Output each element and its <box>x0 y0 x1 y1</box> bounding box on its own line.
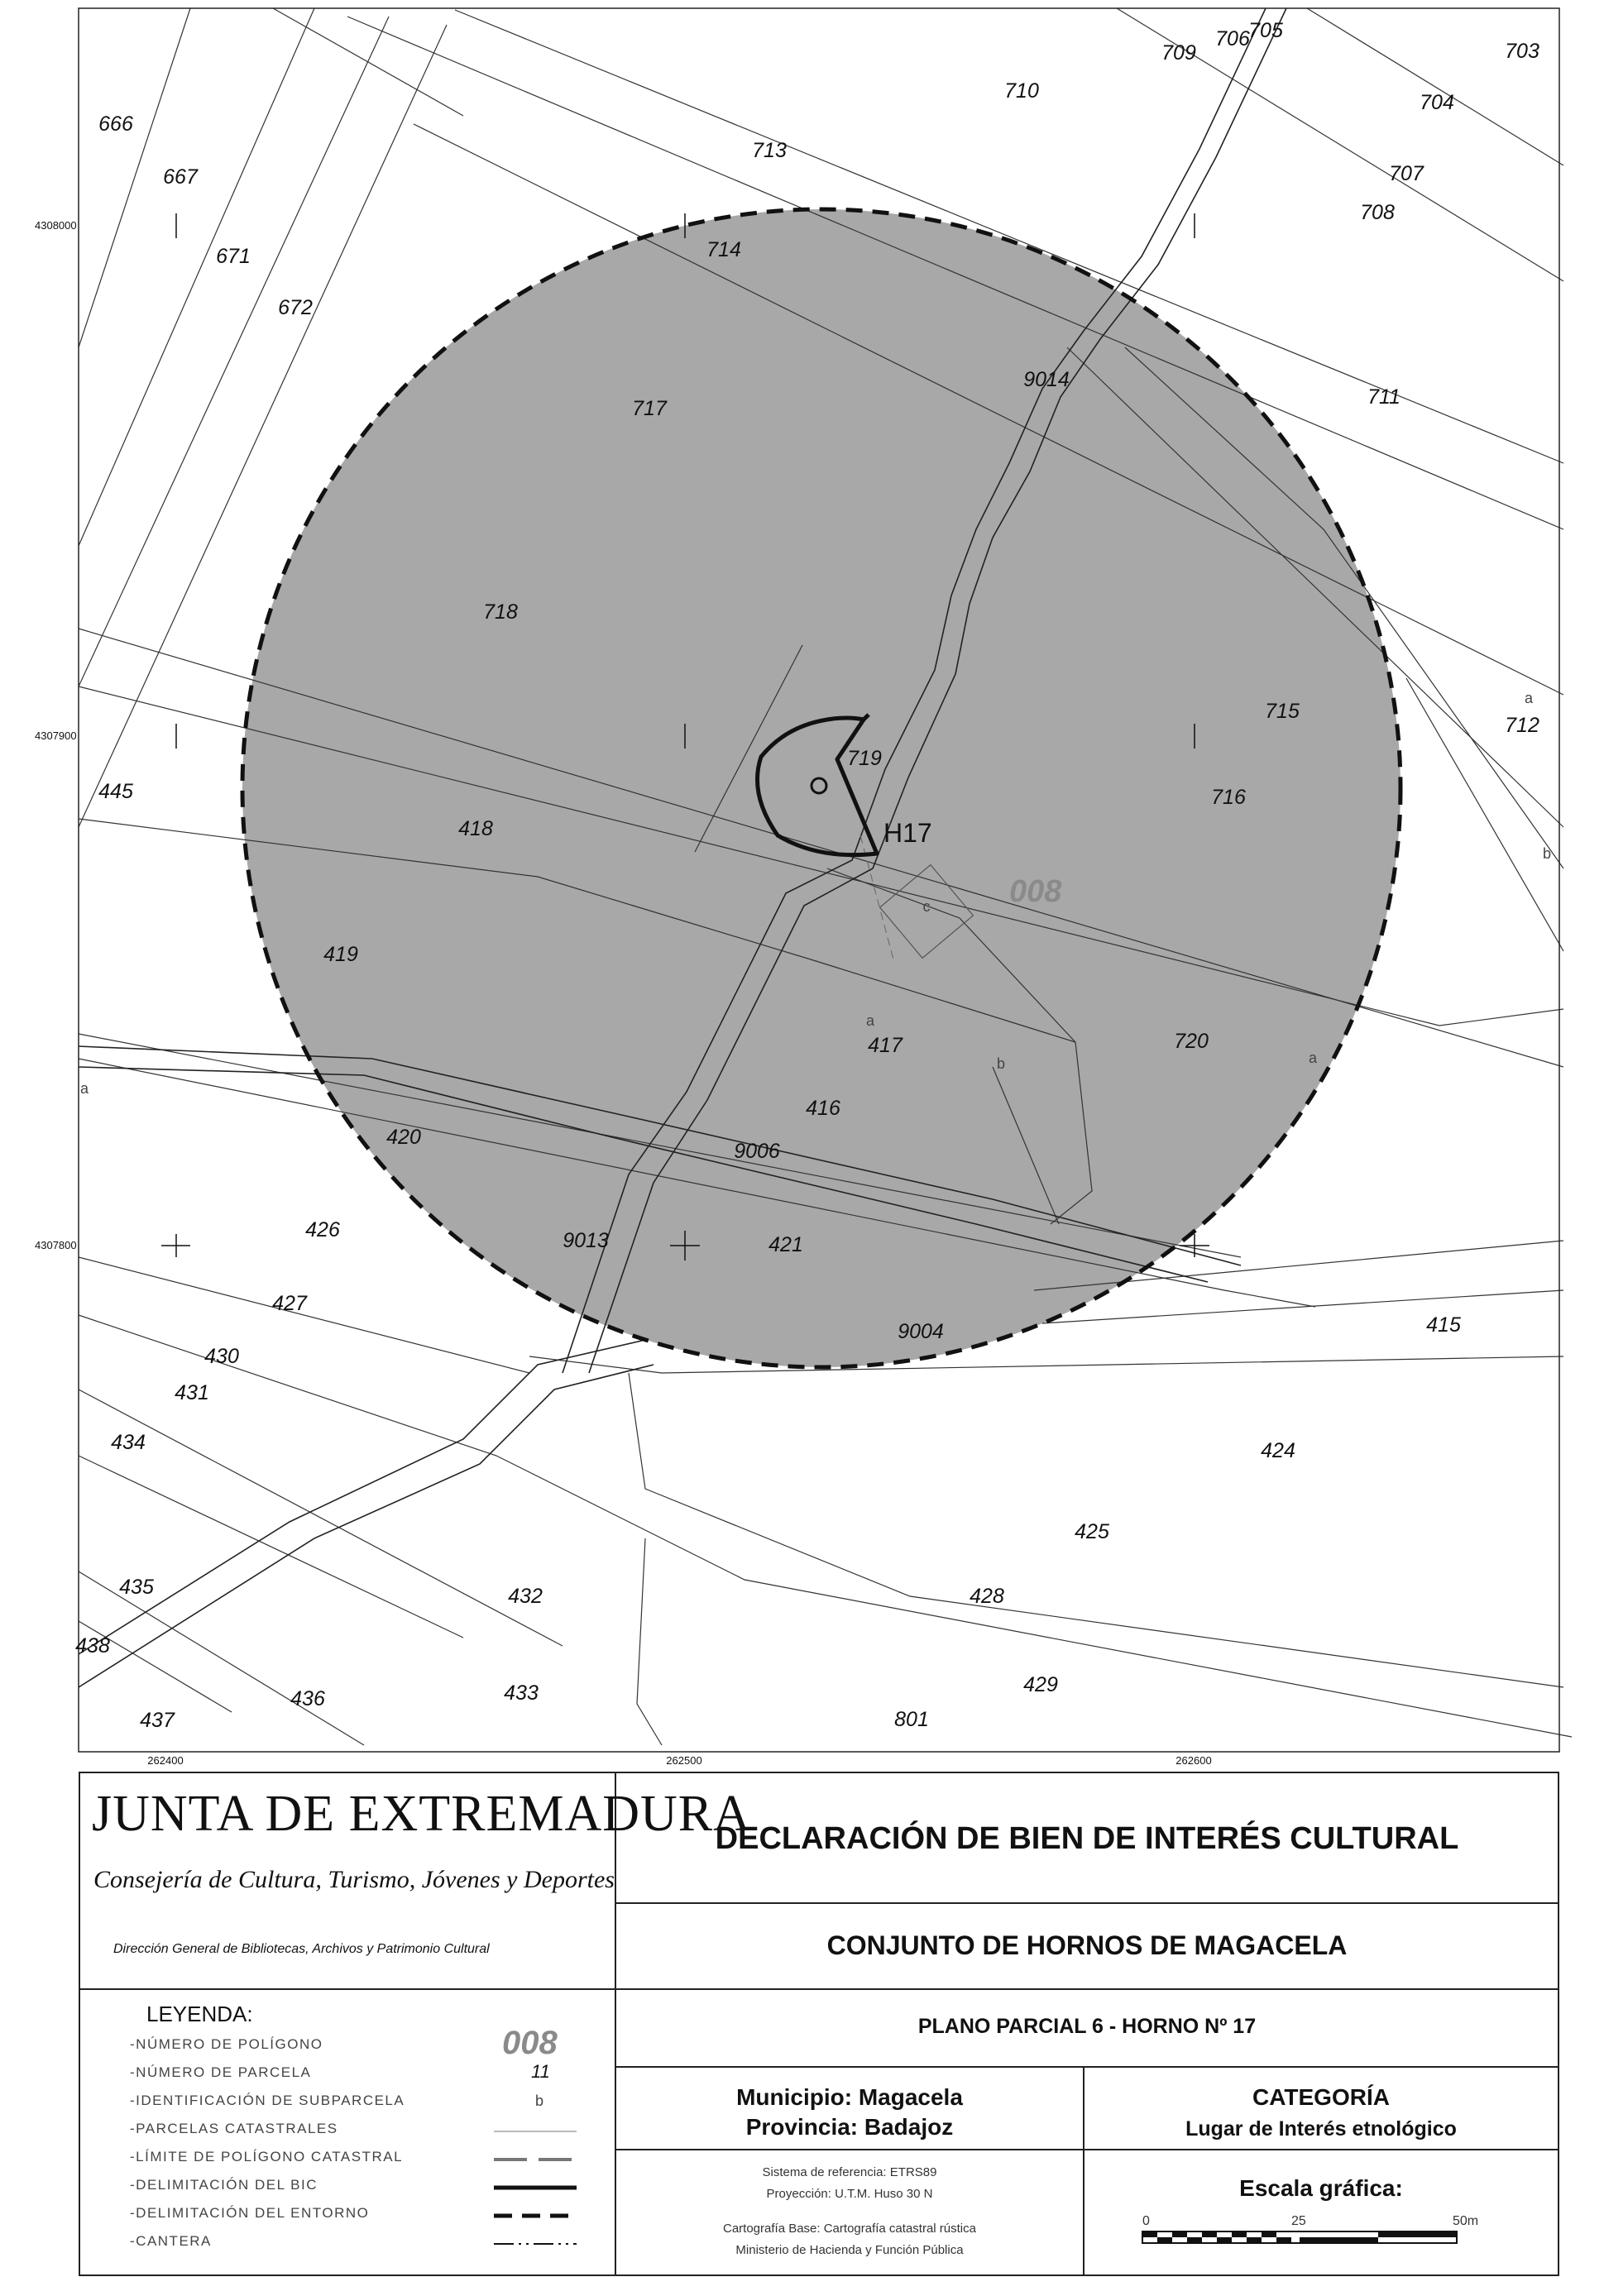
legend-symbol-dash-dot <box>494 2230 577 2258</box>
parcel-label: 434 <box>111 1431 146 1454</box>
parcel-label: 708 <box>1360 201 1395 224</box>
parcel-label: 710 <box>1004 79 1039 103</box>
legend-label: -CANTERA <box>130 2233 212 2249</box>
parcel-label: 704 <box>1420 91 1454 114</box>
parcel-label: 419 <box>323 943 358 966</box>
legend-symbol-thick-dash <box>494 2202 577 2230</box>
legend-symbol-grey-dash <box>494 2145 577 2174</box>
parcel-label: 433 <box>504 1681 539 1705</box>
parcel-label: 428 <box>970 1585 1004 1608</box>
category-cell <box>1084 2068 1558 2150</box>
parcel-label: 705 <box>1248 19 1283 42</box>
legend-item-quarry <box>130 2230 585 2258</box>
subparcel-label: a <box>865 1012 875 1029</box>
subparcel-label: a <box>1524 690 1534 706</box>
parcel-label: 672 <box>278 296 313 319</box>
sheet-title: PLANO PARCIAL 6 - HORNO Nº 17 <box>917 2015 1257 2038</box>
location-cell <box>616 2068 1084 2150</box>
legend-label: -NÚMERO DE PARCELA <box>130 2064 312 2080</box>
y-coordinate-label: 4307900 <box>35 729 77 742</box>
parcel-label: 9013 <box>563 1229 609 1252</box>
parcel-label: 427 <box>272 1292 307 1315</box>
legend-label: -LÍMITE DE POLÍGONO CATASTRAL <box>130 2149 404 2164</box>
parcel-label: 718 <box>483 600 518 624</box>
parcel-label: 712 <box>1505 714 1539 737</box>
parcel-label: 671 <box>216 245 251 268</box>
parcel-label: 713 <box>752 139 787 162</box>
parcel-label: 426 <box>305 1218 340 1241</box>
parcel-label: 716 <box>1211 786 1246 809</box>
scale-tick-25: 25 <box>1291 2214 1306 2228</box>
parcel-label: 715 <box>1265 700 1300 723</box>
scale-tick-50: 50m <box>1453 2214 1479 2228</box>
declaration-cell <box>616 1773 1558 1904</box>
subparcel-label: a <box>79 1080 89 1097</box>
parcel-label: 432 <box>508 1585 543 1608</box>
subparcel-label: a <box>1308 1050 1318 1066</box>
projection: Proyección: U.T.M. Huso 30 N <box>766 2187 933 2201</box>
parcel-label: 666 <box>98 112 133 136</box>
parcel-label: 714 <box>706 238 741 261</box>
parcel-label: 445 <box>98 780 133 803</box>
ministry: Ministerio de Hacienda y Función Pública <box>735 2243 964 2257</box>
scale-tick-0: 0 <box>1142 2214 1150 2228</box>
scale-title: Escala gráfica: <box>1239 2175 1403 2201</box>
parcel-label: 431 <box>175 1381 209 1404</box>
parcel-label: 711 <box>1367 385 1401 409</box>
legend-label: -PARCELAS CATASTRALES <box>130 2121 338 2136</box>
parcel-label: 436 <box>290 1687 325 1710</box>
scale-bar <box>1134 2208 1498 2258</box>
x-coordinate-label: 262400 <box>147 1754 184 1767</box>
ensemble-title: CONJUNTO DE HORNOS DE MAGACELA <box>826 1930 1348 1960</box>
metadata-cell <box>616 2150 1084 2274</box>
legend-item-parcel <box>130 2061 585 2089</box>
parcel-label: 415 <box>1426 1313 1461 1337</box>
sheet-cell <box>616 1990 1558 2068</box>
province: Provincia: Badajoz <box>745 2114 954 2140</box>
parcel-label: 9004 <box>898 1320 944 1343</box>
legend-label: -NÚMERO DE POLÍGONO <box>130 2036 323 2052</box>
legend-sample-subparcel: b <box>535 2093 544 2109</box>
parcel-label: 425 <box>1075 1520 1109 1543</box>
title-block <box>79 1772 1559 2276</box>
parcel-label: 717 <box>632 397 667 420</box>
legend-label: -DELIMITACIÓN DEL BIC <box>130 2177 318 2193</box>
legend-item-polygon <box>130 2025 585 2061</box>
org-department: Consejería de Cultura, Turismo, Jóvenes y Deportes <box>93 1866 615 1893</box>
municipality: Municipio: Magacela <box>736 2084 963 2110</box>
parcel-label: 437 <box>140 1709 175 1732</box>
category-value: Lugar de Interés etnológico <box>1185 2117 1457 2141</box>
subparcel-label: b <box>996 1055 1006 1072</box>
y-coordinate-label: 4307800 <box>35 1239 77 1251</box>
org-block <box>80 1773 751 1990</box>
legend-label: -DELIMITACIÓN DEL ENTORNO <box>130 2205 370 2221</box>
parcel-label: 420 <box>386 1126 421 1149</box>
legend-item-parcels <box>130 2117 585 2145</box>
x-coordinate-label: 262500 <box>666 1754 702 1767</box>
org-directorate: Dirección General de Bibliotecas, Archivos y Patrimonio Cultural <box>113 1942 490 1956</box>
parcel-label: 801 <box>894 1708 929 1731</box>
x-coordinate-label: 262600 <box>1175 1754 1212 1767</box>
legend-item-entorno <box>130 2202 585 2230</box>
subparcel-label: b <box>1542 845 1552 862</box>
parcel-label: 417 <box>868 1034 903 1057</box>
legend-item-subparcel <box>130 2089 585 2117</box>
parcel-label: 416 <box>806 1097 840 1120</box>
legend-sample-parcel: 11 <box>531 2061 550 2082</box>
legend <box>80 1990 616 2276</box>
y-coordinate-label: 4308000 <box>35 219 77 232</box>
parcel-label: 709 <box>1161 41 1196 65</box>
ensemble-cell <box>616 1904 1558 1990</box>
parcel-label: 707 <box>1389 162 1424 185</box>
parcel-label: 706 <box>1215 27 1250 50</box>
parcel-label: 667 <box>163 165 198 189</box>
base-cartography: Cartografía Base: Cartografía catastral rústica <box>723 2222 976 2236</box>
parcel-label: 9014 <box>1023 368 1070 391</box>
parcel-label: 720 <box>1174 1030 1209 1053</box>
legend-label: -IDENTIFICACIÓN DE SUBPARCELA <box>130 2093 405 2108</box>
ref-system: Sistema de referencia: ETRS89 <box>762 2165 937 2179</box>
parcel-label: 430 <box>204 1345 239 1368</box>
parcel-label: 719 <box>847 747 882 770</box>
scale-cell <box>1084 2150 1558 2274</box>
parcel-label: 9006 <box>734 1140 780 1163</box>
legend-item-polygon-limit <box>130 2145 585 2174</box>
polygon-number: 008 <box>1009 874 1062 909</box>
monument-code: H17 <box>883 818 932 848</box>
parcel-label: 418 <box>458 817 493 840</box>
subparcel-label: c <box>922 898 931 915</box>
parcel-label: 435 <box>119 1576 154 1599</box>
parcel-label: 424 <box>1261 1439 1295 1462</box>
legend-item-bic <box>130 2174 585 2202</box>
declaration-title: DECLARACIÓN DE BIEN DE INTERÉS CULTURAL <box>715 1821 1459 1856</box>
parcel-label: 421 <box>768 1233 803 1256</box>
parcel-label: 703 <box>1505 40 1539 63</box>
parcel-label: 429 <box>1023 1673 1058 1696</box>
legend-symbol-thick-line <box>494 2174 577 2202</box>
legend-symbol-thin-line <box>494 2117 577 2145</box>
parcel-label: 438 <box>75 1634 110 1657</box>
category-title: CATEGORÍA <box>1252 2084 1390 2110</box>
legend-sample-polygon: 008 <box>502 2025 558 2061</box>
legend-title: LEYENDA: <box>146 2002 253 2026</box>
org-name: JUNTA DE EXTREMADURA <box>92 1786 751 1842</box>
